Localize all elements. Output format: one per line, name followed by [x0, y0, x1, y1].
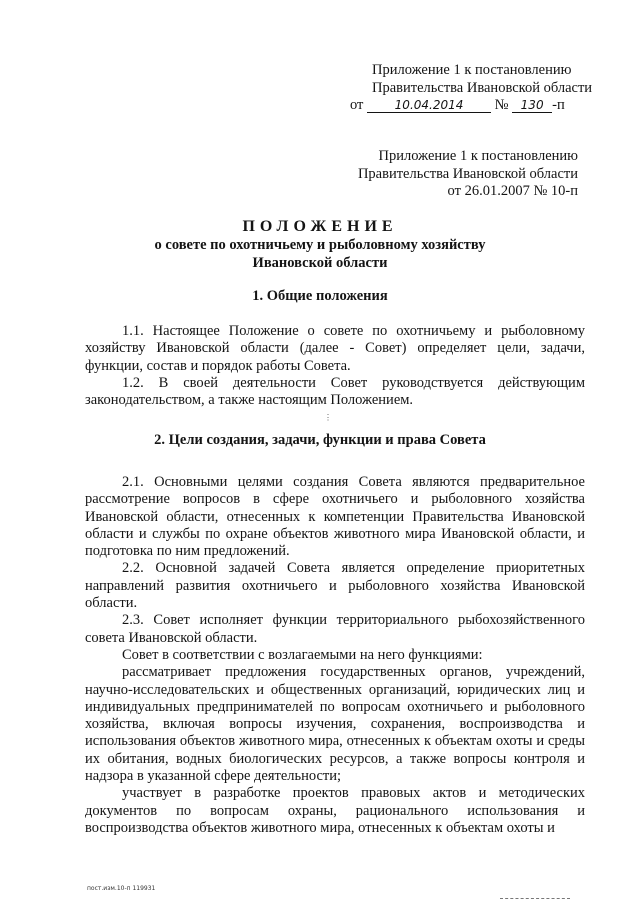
handwritten-number: 130 [512, 98, 552, 113]
paragraph-2-1: 2.1. Основными целями создания Совета являются предварительное рассмотрение вопросов в сфере охотничьего и рыболовного хозяйства Ивановской области, отнесенных к компетенции Правительства Ивановской области и службы по охране объектов животного мира Ивановской области, и подготовка по ним предложений. [85, 474, 585, 560]
section2-heading: 2. Цели создания, задачи, функции и права Совета [154, 432, 486, 448]
section1-heading: 1. Общие положения [252, 288, 388, 304]
appendix-new-line1: Приложение 1 к постановлению [372, 62, 572, 78]
appendix-new [350, 62, 593, 115]
appendix-old-line1: Приложение 1 к постановлению [378, 148, 578, 164]
appendix-from-label: от [350, 97, 364, 113]
paragraph-2-5: рассматривает предложения государственных органов, учреждений, научно-исследовательских и общественных организаций, юридических лиц и индивидуальных предпринимателей по вопросам охотничьего и рыболовного хозяйства, включая вопросы изучения, сохранения, воспроизводства и использования объектов животного мира, отнесенных к объектам охоты и среды их обитания, водных биологических ресурсов, а также вопросы контроля и надзора в указанной сфере деятельности; [85, 664, 585, 785]
document-subtitle-2: Ивановской области [252, 255, 388, 271]
paragraph-2-4: Совет в соответствии с возлагаемыми на него функциями: [122, 646, 483, 663]
handwritten-date: 10.04.2014 [367, 98, 491, 113]
appendix-old-line2: Правительства Ивановской области [357, 165, 578, 182]
document-title: ПОЛОЖЕНИЕ [242, 218, 398, 235]
appendix-suffix: -п [552, 97, 565, 113]
section2-body [85, 474, 585, 837]
paragraph-1-1: 1.1. Настоящее Положение о совете по охотничьему и рыболовному хозяйству Ивановской области (далее - Совет) определяет цели, задачи, функции, состав и порядок работы Совета. [85, 323, 585, 374]
page-mark: ⋮ [324, 413, 332, 422]
appendix-new-date-line [350, 97, 592, 115]
footer-code: пост.изм.10-п 119931 [87, 885, 156, 892]
appendix-old-line3: от 26.01.2007 № 10-п [447, 183, 578, 199]
appendix-no-label: № [494, 97, 509, 113]
paragraph-1-2: 1.2. В своей деятельности Совет руководствуется действующим законодательством, а также настоящим Положением. [85, 374, 585, 409]
page-edge-mark [500, 898, 570, 901]
appendix-new-line2: Правительства Ивановской области [372, 79, 593, 96]
document-subtitle-1: о совете по охотничьему и рыболовному хозяйству [154, 237, 486, 253]
appendix-old [358, 148, 578, 201]
section1-body [85, 323, 585, 409]
paragraph-2-2: 2.2. Основной задачей Совета является определение приоритетных направлений развития охотничьего и рыболовного хозяйства Ивановской области. [85, 560, 585, 612]
paragraph-2-3: 2.3. Совет исполняет функции территориального рыбохозяйственного совета Ивановской области. [85, 612, 585, 646]
paragraph-2-6: участвует в разработке проектов правовых актов и методических документов по вопросам охраны, рационального использования и воспроизводства объектов животного мира, отнесенных к объектам охоты и [85, 785, 585, 836]
